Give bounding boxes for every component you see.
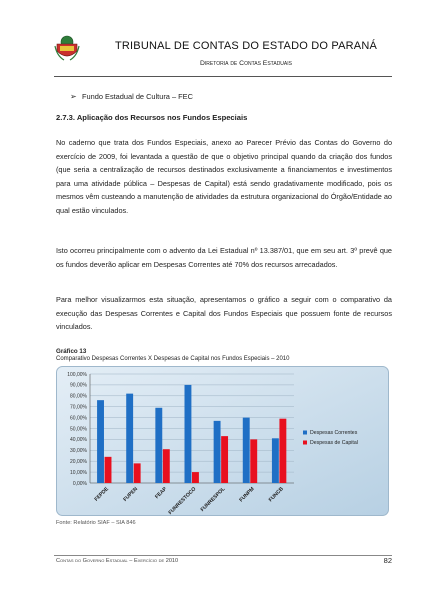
footer-text: Contas do Governo Estadual – Exercício de 2010 xyxy=(56,558,179,564)
page-number: 82 xyxy=(383,556,392,565)
bullet-text: Fundo Estadual de Cultura – FEC xyxy=(82,92,193,101)
y-tick-label: 50,00% xyxy=(70,426,87,433)
x-tick-label: FUNRESPOL xyxy=(199,486,227,514)
bar-correntes xyxy=(155,408,162,483)
bar-chart xyxy=(56,366,389,516)
x-tick-label: FUNRESTOCO xyxy=(167,486,198,516)
coat-of-arms-icon xyxy=(54,34,80,62)
bar-correntes xyxy=(243,418,250,483)
bar-correntes xyxy=(185,385,192,483)
y-tick-label: 60,00% xyxy=(70,415,87,422)
legend-swatch xyxy=(303,431,307,435)
y-tick-label: 80,00% xyxy=(70,393,87,400)
chart-source: Fonte: Relatório SIAF – SIA 846 xyxy=(56,520,136,526)
y-tick-label: 20,00% xyxy=(70,459,87,465)
legend-label: Despesas de Capital xyxy=(310,440,358,446)
paragraph-1: No caderno que trata dos Fundos Especiais, anexo ao Parecer Prévio das Contas do Governo do exercício de 2009, foi levantada a questão de que o objetivo principal quando da criação dos fundos (que seria a centralização de recursos destinados exclusivamente a financiamentos e investimentos para uma atividade pública – Despesas de Capital) está sendo gradativamente modificado, pois os mesmos vêm custeando a manutenção de atividades da estrutura organizacional do Órgão/Entidade ao qual estão vinculados. xyxy=(56,138,392,215)
y-tick-label: 90,00% xyxy=(70,382,87,389)
bar-capital xyxy=(250,439,257,483)
header-divider xyxy=(54,76,392,77)
arrow-bullet-icon: ➢ xyxy=(70,92,77,101)
bar-correntes xyxy=(97,400,104,483)
x-tick-label: FUPEN xyxy=(122,486,140,503)
y-tick-label: 70,00% xyxy=(70,404,87,411)
x-tick-label: FUNPM xyxy=(238,486,256,504)
bullet-item xyxy=(70,92,193,101)
y-tick-label: 40,00% xyxy=(70,437,87,444)
x-tick-label: FUNCB xyxy=(267,486,285,504)
chart-container xyxy=(56,366,389,516)
legend-label: Despesas Correntes xyxy=(310,430,358,436)
bar-capital xyxy=(163,449,170,483)
bar-capital xyxy=(105,457,112,483)
y-tick-label: 100,00% xyxy=(67,371,87,378)
y-tick-label: 30,00% xyxy=(70,448,87,455)
y-tick-label: 0,00% xyxy=(72,480,87,487)
chart-title: Comparativo Despesas Correntes X Despesas de Capital nos Fundos Especiais – 2010 xyxy=(56,356,290,362)
chart-number: Gráfico 13 xyxy=(56,348,87,355)
header-subtitle: Diretoria de Contas Estaduais xyxy=(200,60,292,67)
bar-capital xyxy=(279,419,286,483)
x-tick-label: FEAP xyxy=(154,486,169,501)
header-title: TRIBUNAL DE CONTAS DO ESTADO DO PARANÁ xyxy=(114,40,378,52)
legend-swatch xyxy=(303,441,307,445)
paragraph-3: Para melhor visualizarmos esta situação, apresentamos o gráfico a seguir com o comparativo da execução das Despesas Correntes e Capital dos Fundos Especiais que possuem fonte de recursos vinculados. xyxy=(56,295,392,332)
bar-correntes xyxy=(214,421,221,483)
x-tick-label: FEPDE xyxy=(93,486,110,503)
footer-divider xyxy=(54,555,392,556)
paragraph-2: Isto ocorreu principalmente com o advento da Lei Estadual nº 13.387/01, que em seu art. 3º prevê que os fundos deverão aplicar em Despesas Correntes até 70% dos recursos arrecadados. xyxy=(56,246,392,269)
bar-capital xyxy=(221,436,228,483)
bar-correntes xyxy=(272,438,279,483)
section-heading: 2.7.3. Aplicação dos Recursos nos Fundos Especiais xyxy=(56,113,248,122)
bar-correntes xyxy=(126,394,133,483)
bar-capital xyxy=(134,463,141,483)
bar-capital xyxy=(192,472,199,483)
y-tick-label: 10,00% xyxy=(70,469,87,476)
